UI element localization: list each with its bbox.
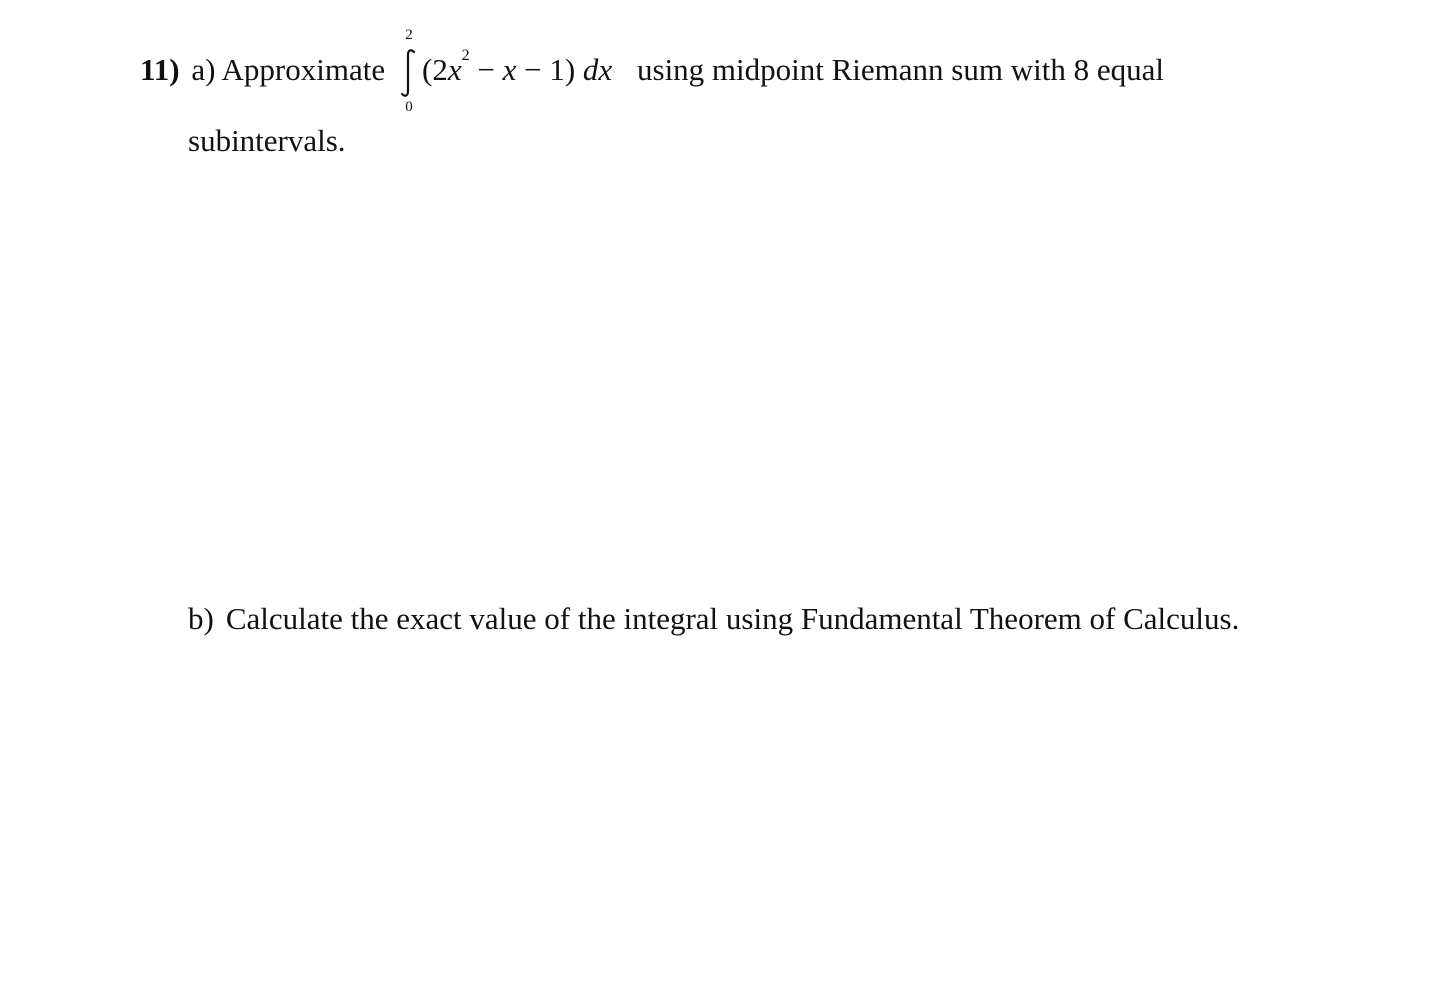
integrand-differential: dx: [582, 52, 613, 87]
integral-sign: [396, 26, 422, 118]
part-b-label: b): [188, 601, 214, 636]
part-b-text: Calculate the exact value of the integral using Fundamental Theorem of Calculus.: [225, 601, 1240, 636]
part-a-continuation: subintervals.: [188, 123, 346, 158]
part-a-label: a): [191, 52, 216, 87]
integrand-exponent: 2: [461, 47, 470, 64]
integrand-expression: [422, 47, 613, 87]
part-a-lead-text: Approximate: [221, 52, 386, 87]
integral-symbol-icon: [399, 48, 419, 98]
problem-number: 11): [140, 52, 180, 87]
integrand-constant: − 1): [516, 52, 583, 87]
integrand-open: (2: [422, 52, 448, 87]
integral-lower-limit: 0: [405, 99, 413, 115]
part-a-trailing-text: using midpoint Riemann sum with 8 equal: [637, 52, 1164, 87]
integral-upper-limit: 2: [405, 27, 413, 43]
integrand-variable: x: [447, 52, 462, 87]
integrand-minus: −: [469, 52, 503, 87]
part-a-intro: [140, 54, 385, 85]
integrand-linear-variable: x: [502, 52, 517, 87]
part-b: [188, 603, 1239, 634]
